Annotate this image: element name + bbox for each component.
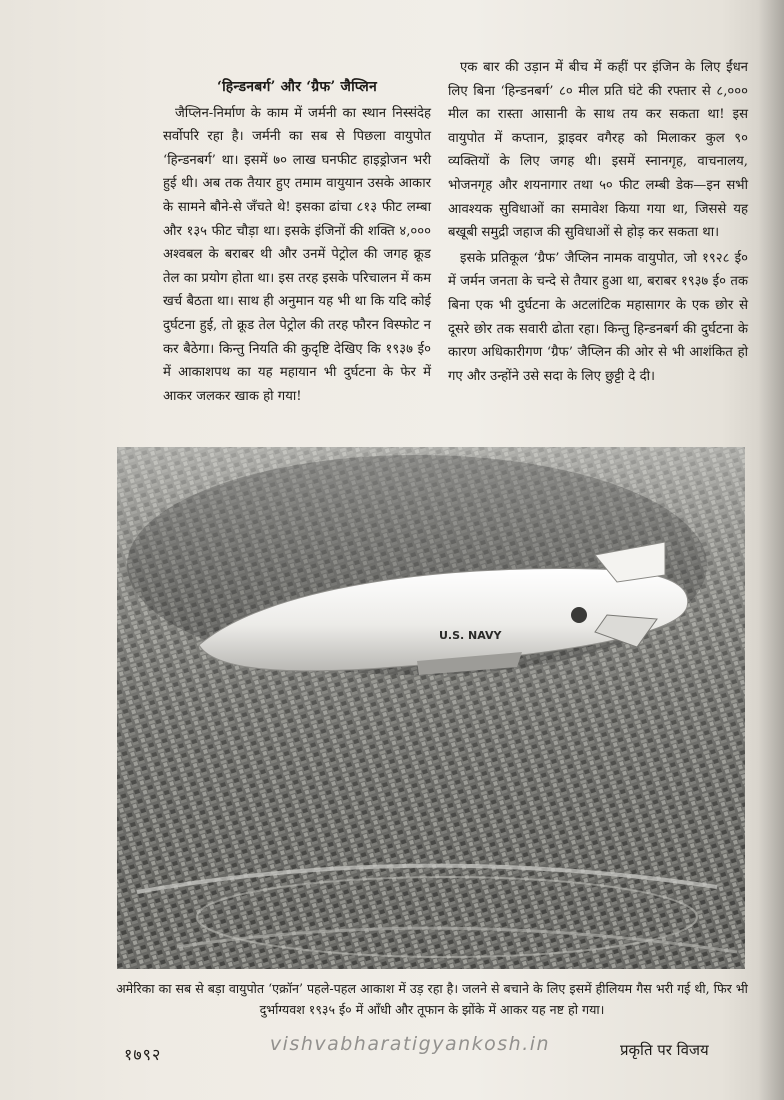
running-head: प्रकृति पर विजय [620, 1041, 709, 1059]
right-column [448, 56, 748, 388]
page-number: १७९२ [124, 1045, 162, 1064]
watermark: vishvabharatigyankosh.in [269, 1033, 551, 1055]
airship-photo-drawing [117, 447, 745, 969]
airship-hull-marking: U.S. NAVY [439, 629, 502, 642]
right-column-paragraph-2: इसके प्रतिकूल ‘ग्रैफ’ जैप्लिन नामक वायुपोत, जो १९२८ ई० में जर्मन जनता के चन्दे से तैयार हुआ था, बराबर १९३७ ई० तक बिना एक भी दुर्घटना के अटलांटिक महासागर के एक छोर से दूसरे छोर तक सवारी ढोता रहा। किन्तु हिन्डनबर्ग की दुर्घटना के कारण अधिकारीगण ‘ग्रैफ’ जैप्लिन की ओर से भी आशंकित हो गए और उन्होंने उसे सदा के लिए छुट्टी दे दी। [448, 250, 748, 384]
photo-caption: अमेरिका का सब से बड़ा वायुपोत ‘एक्रॉन’ पहले-पहल आकाश में उड़ रहा है। जलने से बचाने के लिए इसमें हीलियम गैस भरी गई थी, फिर भी दुर्भाग्यवश १९३५ ई० में आँधी और तूफान के झोंके में आकर यह नष्ट हो गया। [116, 981, 748, 1017]
section-heading: ‘हिन्डनबर्ग’ और ‘ग्रैफ’ जैप्लिन [217, 79, 377, 95]
right-column-paragraph-1: एक बार की उड़ान में बीच में कहीं पर इंजिन के लिए ईंधन लिए बिना ‘हिन्डनबर्ग’ ८० मील प्रति घंटे की रफ्तार से ८,००० मील का रास्ता आसानी के साथ तय कर सकता था! इस वायुपोत में कप्तान, ड्राइवर वगैरह को मिलाकर कुल ९० व्यक्तियों के लिए जगह थी। इसमें स्नानगृह, वाचनालय, भोजनगृह और शयनागार तथा ५० फीट लम्बी डेक—इन सभी आवश्यक सुविधाओं का समावेश किया गया था, जिससे यह बखूबी समुद्री जहाज की सुविधाओं से होड़ कर सकता था। [448, 60, 748, 241]
airship-photograph [117, 447, 745, 969]
page-spine-shadow [758, 0, 784, 1100]
left-column [163, 76, 431, 408]
left-column-paragraph: जैप्लिन-निर्माण के काम में जर्मनी का स्थान निस्संदेह सर्वोपरि रहा है। जर्मनी का सब से पिछला वायुपोत ‘हिन्डनबर्ग’ था। इसमें ७० लाख घनफीट हाइड्रोजन भरी हुई थी। अब तक तैयार हुए तमाम वायुयान उसके आकार के सामने बौने-से जँचते थे! इसका ढांचा ८१३ फीट लम्बा और १३५ फीट चौड़ा था। इसके इंजिनों की शक्ति ४,००० अश्वबल के बराबर थी और उनमें पेट्रोल की जगह क्रूड तेल का प्रयोग होता था। इस तरह इसके परिचालन में कम खर्च बैठता था। साथ ही अनुमान यह भी था कि यदि कोई दुर्घटना हुई, तो क्रूड तेल पेट्रोल की तरह फौरन विस्फोट न कर बैठेगा। किन्तु नियति की कुदृष्टि देखिए कि १९३७ ई० में आकाशपथ का यह महायान भी दुर्घटना के फेर में आकर जलकर खाक हो गया! [163, 105, 431, 404]
